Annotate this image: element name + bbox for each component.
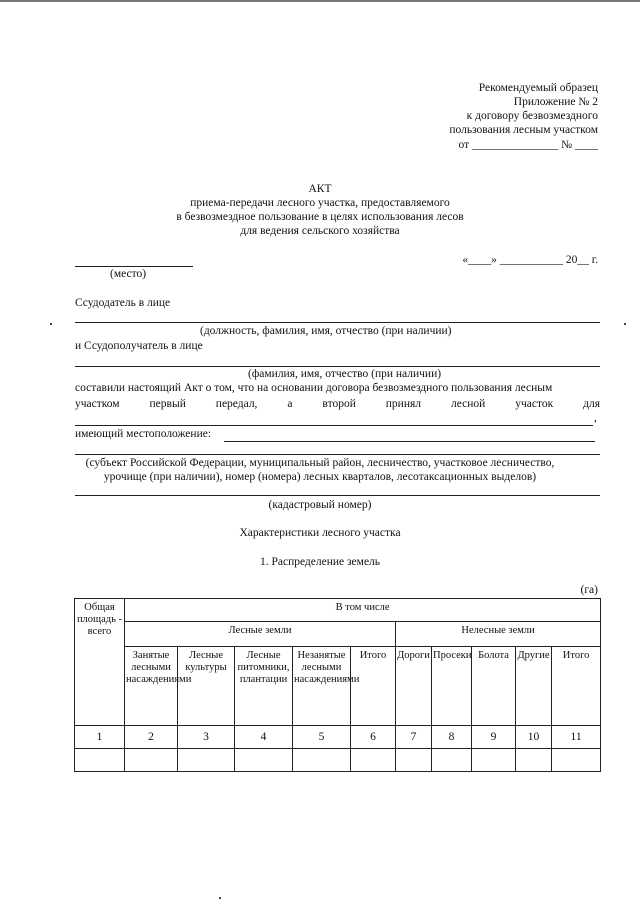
- scan-speck: [219, 897, 221, 899]
- header-line-4: пользования лесным участком: [449, 124, 598, 136]
- place-caption: (место): [110, 268, 147, 280]
- location-field-line[interactable]: [224, 441, 595, 442]
- header-col-unstocked: Незанятые лесными насаждениями: [293, 647, 351, 726]
- header-col-nonforest-total: Итого: [552, 647, 601, 726]
- header-line-2: Приложение № 2: [513, 96, 598, 108]
- body-line-2: [75, 398, 600, 410]
- header-col-nurseries: Лесные питомники, плантации: [235, 647, 293, 726]
- table-cell[interactable]: [75, 749, 125, 772]
- table-cell[interactable]: [552, 749, 601, 772]
- body-word: принял: [385, 398, 422, 410]
- act-subtitle-2: в безвозмездное пользование в целях использования лесов: [176, 211, 464, 223]
- borrower-caption: (фамилия, имя, отчество (при наличии): [248, 368, 442, 380]
- column-number: 2: [125, 726, 178, 749]
- table-cell[interactable]: [125, 749, 178, 772]
- location-label: имеющий местоположение:: [75, 428, 212, 440]
- body-word: лесной: [450, 398, 486, 410]
- table-cell[interactable]: [293, 749, 351, 772]
- location-caption-1: (субъект Российской Федерации, муниципальный район, лесничество, участковое лесничество,: [85, 457, 555, 469]
- scan-speck: [50, 323, 52, 325]
- lender-caption: (должность, фамилия, имя, отчество (при наличии): [200, 325, 452, 337]
- column-number: 5: [293, 726, 351, 749]
- lender-label: Ссудодатель в лице: [75, 297, 171, 309]
- location-caption-2: урочище (при наличии), номер (номера) лесных кварталов, лесотаксационных выделов): [103, 471, 537, 483]
- cadastral-caption: (кадастровый номер): [268, 499, 372, 511]
- location-field-line-2[interactable]: [75, 454, 600, 455]
- body-word: участок: [515, 398, 554, 410]
- column-number: 7: [396, 726, 432, 749]
- purpose-comma: ,: [594, 412, 597, 424]
- act-subtitle-1: приема-передачи лесного участка, предоставляемого: [190, 197, 450, 209]
- land-distribution-table: [74, 598, 601, 772]
- header-line-1: Рекомендуемый образец: [478, 82, 598, 94]
- place-field-line[interactable]: [75, 266, 193, 267]
- body-word: второй: [322, 398, 356, 410]
- header-nonforest-lands: Нелесные земли: [396, 622, 601, 647]
- column-number: 8: [432, 726, 472, 749]
- body-word: для: [583, 398, 600, 410]
- header-col-stocked: Занятые лесными насаждениями: [125, 647, 178, 726]
- unit-label: (га): [580, 584, 598, 596]
- section-subtitle: 1. Распределение земель: [259, 556, 381, 568]
- body-word: передал,: [215, 398, 258, 410]
- header-total-area: Общая площадь - всего: [75, 599, 125, 726]
- lender-field-line[interactable]: [75, 322, 600, 323]
- body-line-1: составили настоящий Акт о том, что на основании договора безвозмездного пользования лесным: [75, 382, 553, 394]
- section-title: Характеристики лесного участка: [239, 527, 401, 539]
- header-col-clearings: Просеки: [432, 647, 472, 726]
- borrower-field-line[interactable]: [75, 366, 600, 367]
- table-cell[interactable]: [178, 749, 235, 772]
- table-cell[interactable]: [396, 749, 432, 772]
- table-cell[interactable]: [472, 749, 516, 772]
- header-col-plantations: Лесные культуры: [178, 647, 235, 726]
- table-cell[interactable]: [351, 749, 396, 772]
- act-title: АКТ: [308, 183, 332, 195]
- act-subtitle-3: для ведения сельского хозяйства: [240, 225, 400, 237]
- scan-top-edge: [0, 0, 640, 2]
- date-field[interactable]: «____» ___________ 20__ г.: [462, 254, 598, 266]
- scan-speck: [624, 323, 626, 325]
- body-word: а: [287, 398, 293, 410]
- body-word: участком: [75, 398, 120, 410]
- header-col-forest-total: Итого: [351, 647, 396, 726]
- column-number: 10: [516, 726, 552, 749]
- column-number: 6: [351, 726, 396, 749]
- purpose-field-line[interactable]: [75, 425, 593, 426]
- table-cell[interactable]: [432, 749, 472, 772]
- header-col-roads: Дороги: [396, 647, 432, 726]
- header-col-swamps: Болота: [472, 647, 516, 726]
- column-number: 9: [472, 726, 516, 749]
- header-line-5: от _______________ № ____: [458, 139, 598, 151]
- table-cell[interactable]: [235, 749, 293, 772]
- column-number: 3: [178, 726, 235, 749]
- column-number: 11: [552, 726, 601, 749]
- column-number: 1: [75, 726, 125, 749]
- body-word: первый: [149, 398, 186, 410]
- column-number: 4: [235, 726, 293, 749]
- header-forest-lands: Лесные земли: [125, 622, 396, 647]
- header-including: В том числе: [125, 599, 601, 622]
- cadastral-field-line[interactable]: [75, 495, 600, 496]
- borrower-label: и Ссудополучатель в лице: [75, 340, 203, 352]
- table-cell[interactable]: [516, 749, 552, 772]
- header-col-other: Другие: [516, 647, 552, 726]
- header-line-3: к договору безвозмездного: [466, 110, 598, 122]
